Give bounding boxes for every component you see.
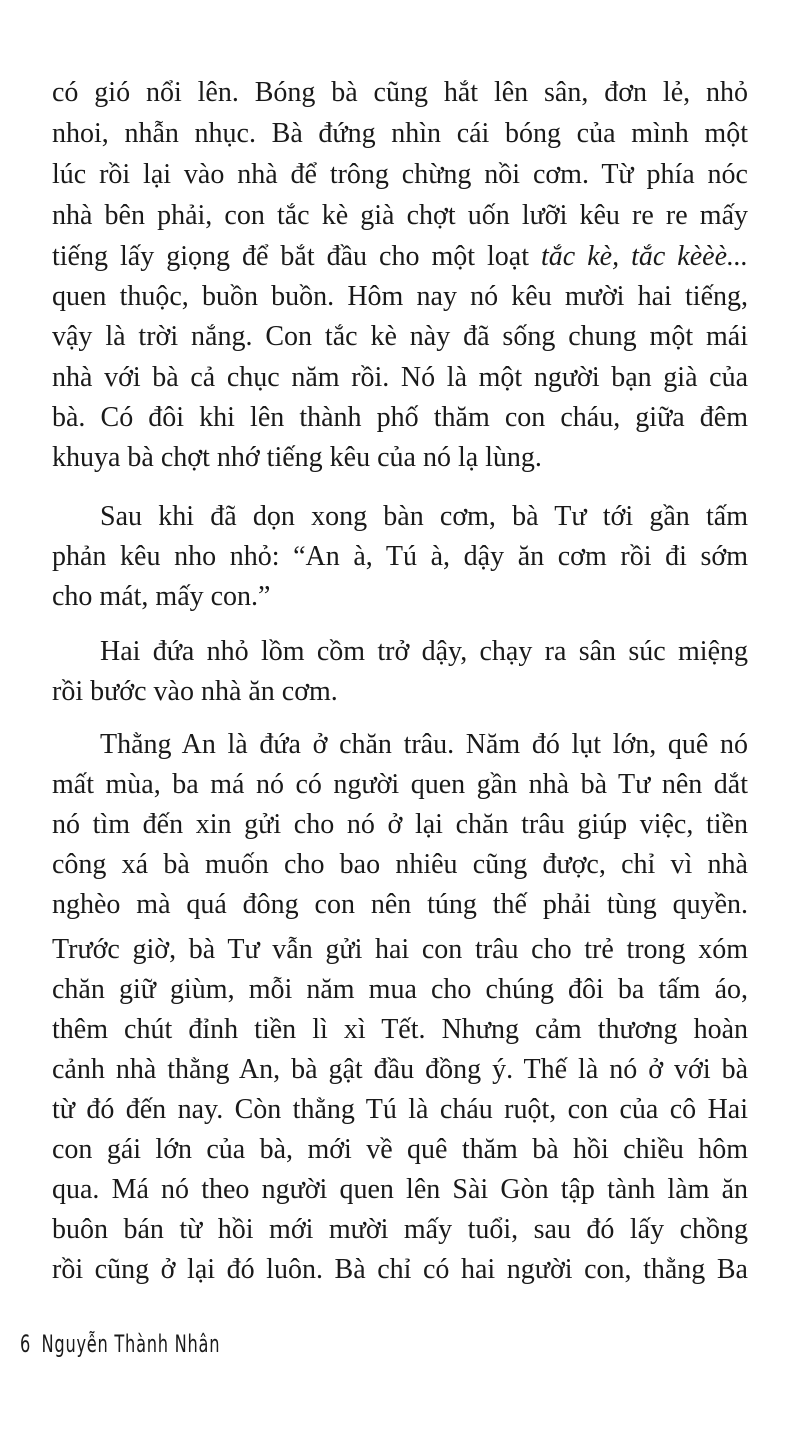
text-line: lúc rồi lại vào nhà để trông chừng nồi cơm. Từ phía nóc — [52, 159, 748, 190]
text-line: buôn bán từ hồi mới mười mấy tuổi, sau đó lấy chồng — [52, 1214, 748, 1245]
text-line: con gái lớn của bà, mới về quê thăm bà hồi chiều hôm — [52, 1134, 748, 1165]
text-line — [52, 240, 748, 274]
text-line: bà. Có đôi khi lên thành phố thăm con cháu, giữa đêm — [52, 402, 748, 433]
text-line: phản kêu nho nhỏ: “An à, Tú à, dậy ăn cơm rồi đi sớm — [52, 541, 748, 572]
text-line: Trước giờ, bà Tư vẫn gửi hai con trâu cho trẻ trong xóm — [52, 934, 748, 965]
text-line: rồi bước vào nhà ăn cơm. — [52, 676, 338, 707]
text-line: vậy là trời nắng. Con tắc kè này đã sống chung một mái — [52, 321, 748, 352]
text-line: nhà bên phải, con tắc kè già chợt uốn lưỡi kêu re re mấy — [52, 200, 748, 231]
page-number: 6 — [20, 1330, 32, 1358]
text-line: Thằng An là đứa ở chăn trâu. Năm đó lụt lớn, quê nó — [100, 729, 748, 760]
text-line: nhà với bà cả chục năm rồi. Nó là một người bạn già của — [52, 362, 748, 393]
page-footer — [20, 1330, 231, 1358]
text-line: rồi cũng ở lại đó luôn. Bà chỉ có hai người con, thằng Ba — [52, 1254, 748, 1285]
text-line: cho mát, mấy con.” — [52, 581, 271, 612]
text-line: mất mùa, ba má nó có người quen gần nhà bà Tư nên dắt — [52, 769, 748, 800]
text-line: nghèo mà quá đông con nên túng thế phải tùng quyền. — [52, 889, 748, 920]
author-name: Nguyễn Thành Nhân — [41, 1330, 221, 1358]
text-segment: tiếng lấy giọng để bắt đầu cho một loạt — [52, 241, 542, 272]
text-line: cảnh nhà thằng An, bà gật đầu đồng ý. Thế là nó ở với bà — [52, 1054, 748, 1085]
text-line: công xá bà muốn cho bao nhiêu cũng được, chỉ vì nhà — [52, 849, 748, 880]
text-line: qua. Má nó theo người quen lên Sài Gòn tập tành làm ăn — [52, 1174, 748, 1205]
text-line: Hai đứa nhỏ lồm cồm trở dậy, chạy ra sân súc miệng — [100, 636, 748, 667]
text-line: có gió nổi lên. Bóng bà cũng hắt lên sân, đơn lẻ, nhỏ — [52, 77, 748, 108]
text-line: khuya bà chợt nhớ tiếng kêu của nó lạ lùng. — [52, 442, 542, 473]
text-line: thêm chút đỉnh tiền lì xì Tết. Nhưng cảm thương hoàn — [52, 1014, 748, 1045]
text-line: nó tìm đến xin gửi cho nó ở lại chăn trâu giúp việc, tiền — [52, 809, 748, 840]
text-line: chăn giữ giùm, mỗi năm mua cho chúng đôi ba tấm áo, — [52, 974, 748, 1005]
text-line: Sau khi đã dọn xong bàn cơm, bà Tư tới gần tấm — [100, 501, 748, 532]
text-line: quen thuộc, buồn buồn. Hôm nay nó kêu mười hai tiếng, — [52, 281, 748, 312]
text-line: từ đó đến nay. Còn thằng Tú là cháu ruột, con của cô Hai — [52, 1094, 748, 1125]
italic-onomatopoeia: tắc kè, tắc kèèè... — [541, 241, 748, 272]
text-line: nhoi, nhẫn nhục. Bà đứng nhìn cái bóng của mình một — [52, 118, 748, 149]
